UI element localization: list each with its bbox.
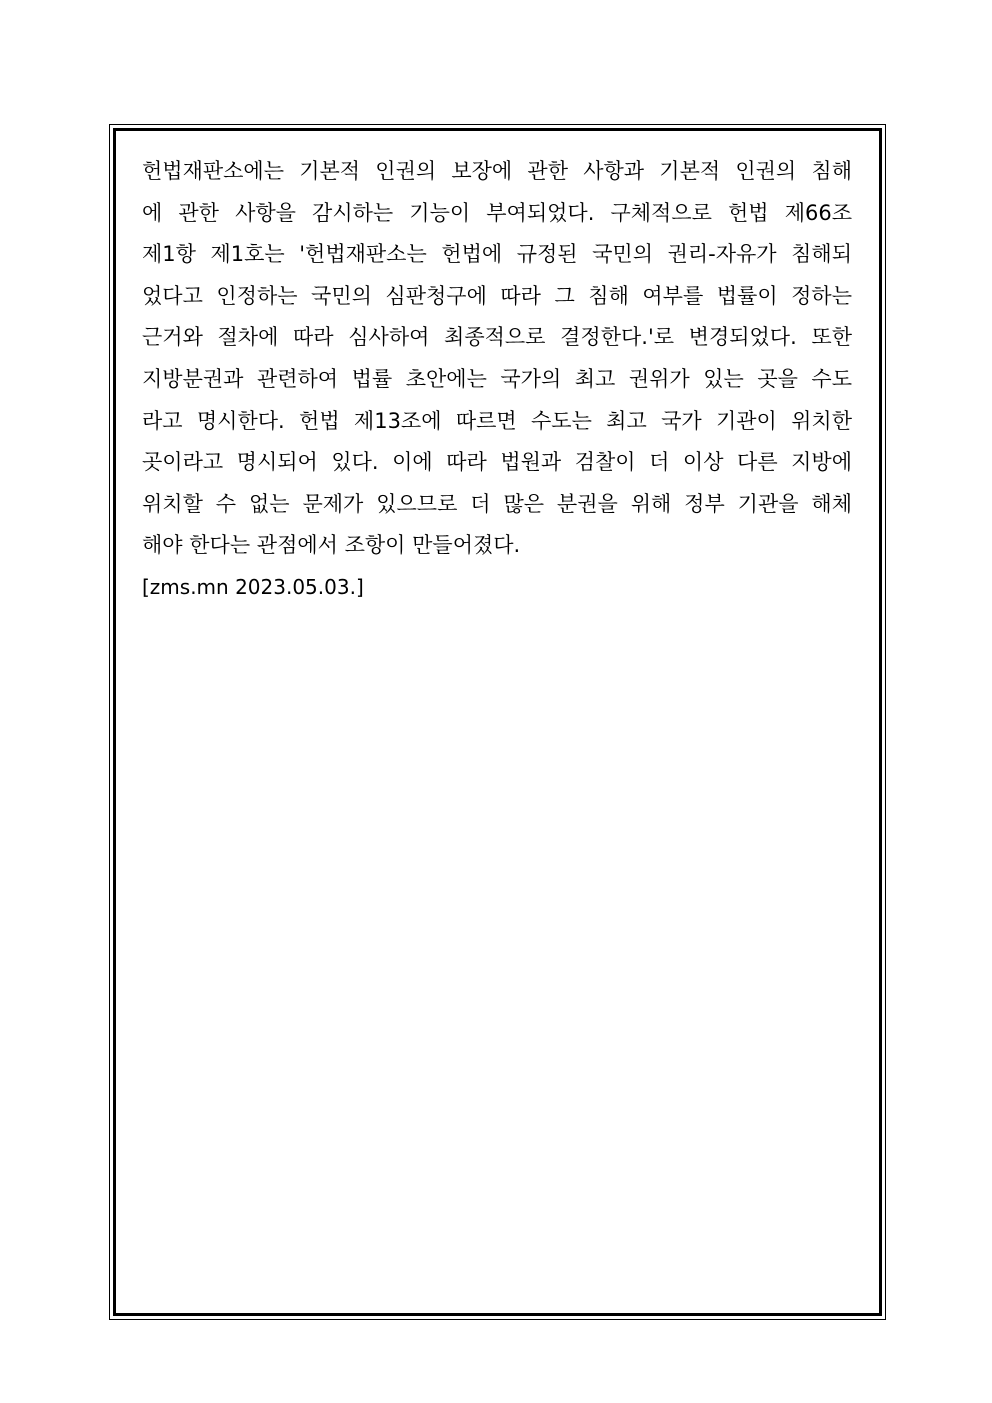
paragraph-line: 제1항 제1호는 '헌법재판소는 헌법에 규정된 국민의 권리-자유가 침해되 [142, 242, 852, 267]
paragraph-line: 었다고 인정하는 국민의 심판청구에 따라 그 침해 여부를 법률이 정하는 [142, 283, 852, 308]
paragraph-line-last: 해야 한다는 관점에서 조항이 만들어졌다. [142, 533, 521, 558]
paragraph-line: 라고 명시한다. 헌법 제13조에 따르면 수도는 최고 국가 기관이 위치한 [142, 408, 852, 433]
paragraph-line: 에 관한 사항을 감시하는 기능이 부여되었다. 구체적으로 헌법 제66조 [142, 200, 852, 225]
document-body [142, 151, 852, 609]
paragraph-line: 지방분권과 관련하여 법률 초안에는 국가의 최고 권위가 있는 곳을 수도 [142, 366, 852, 391]
paragraph-line: 헌법재판소에는 기본적 인권의 보장에 관한 사항과 기본적 인권의 침해 [142, 159, 852, 183]
paragraph-line: 곳이라고 명시되어 있다. 이에 따라 법원과 검찰이 더 이상 다른 지방에 [142, 450, 852, 475]
document-frame [109, 124, 886, 1320]
source-date-stamp: [zms.mn 2023.05.03.] [142, 574, 364, 599]
paragraph-line: 근거와 절차에 따라 심사하여 최종적으로 결정한다.'로 변경되었다. 또한 [142, 325, 852, 350]
paragraph-line: 위치할 수 없는 문제가 있으므로 더 많은 분권을 위해 정부 기관을 해체 [142, 491, 852, 516]
